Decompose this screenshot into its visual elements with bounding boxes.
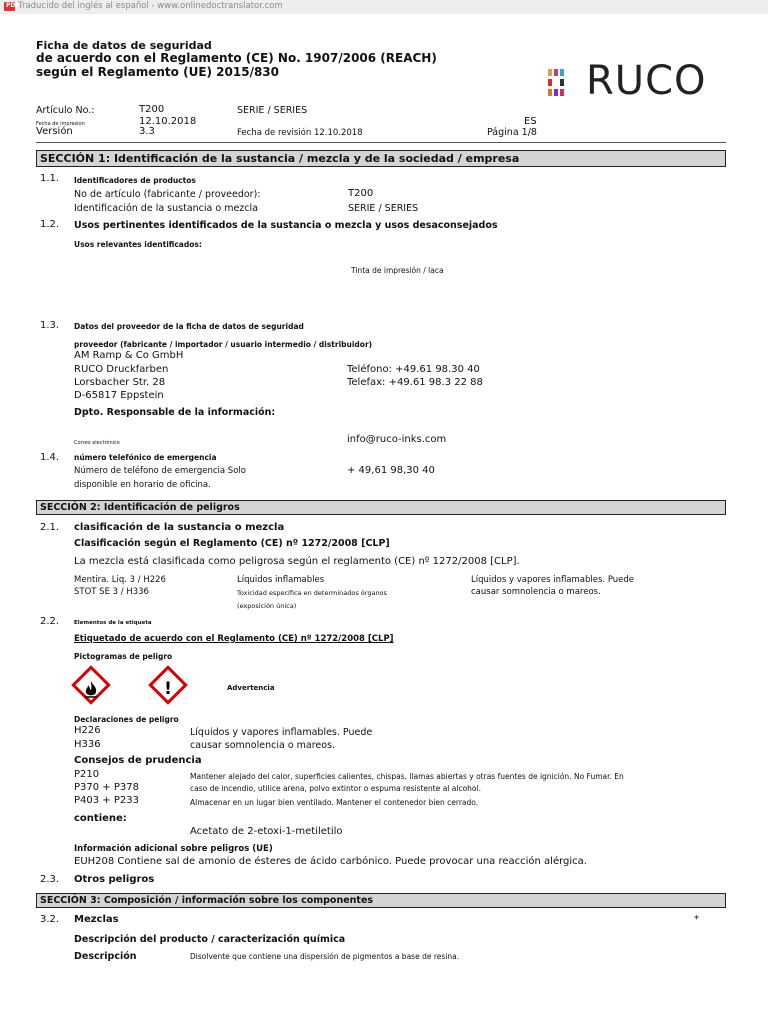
section-2-header: SECCIÓN 2: Identificación de peligros: [36, 500, 726, 515]
product-description-title: Descripción del producto / caracterización química: [74, 934, 346, 945]
doc-title-line3: según el Reglamento (UE) 2015/830: [36, 65, 280, 79]
clp-title: Clasificación según el Reglamento (CE) nº 1272/2008 [CLP]: [74, 538, 390, 549]
hazard-class: Líquidos inflamables: [237, 575, 325, 585]
clp-text: La mezcla está clasificada como peligrosa según el reglamento (CE) nº 1272/2008 [CLP].: [74, 556, 520, 567]
revision-marker: *: [694, 914, 699, 925]
subsection-title: Mezclas: [74, 914, 119, 925]
email-link[interactable]: info@ruco-inks.com: [347, 434, 447, 445]
brand-name: RUCO: [586, 58, 707, 104]
subsection-title: número telefónico de emergencia: [74, 453, 217, 462]
subsection-number: 2.3.: [40, 874, 60, 885]
flame-pictogram: [71, 665, 111, 705]
exclamation-pictogram: [148, 665, 188, 705]
identification-value: SERIE / SERIES: [348, 203, 419, 214]
precautionary-label: Consejos de prudencia: [74, 755, 202, 766]
label-title: Etiquetado de acuerdo con el Reglamento (CE) nº 1272/2008 [CLP]: [74, 634, 394, 644]
description-label: Descripción: [74, 951, 137, 962]
email-label: Correo electrónico: [74, 440, 120, 446]
phone-number: Teléfono: +49.61 98.30 40: [347, 364, 480, 375]
hazard-text: Líquidos y vapores inflamables. Puede: [190, 727, 373, 738]
series-header: SERIE / SERIES: [237, 105, 308, 116]
subsection-number: 1.4.: [40, 452, 60, 463]
subsection-number: 1.2.: [40, 219, 60, 230]
contains-value: Acetato de 2-etoxi-1-metiletilo: [190, 826, 343, 837]
subsection-title: clasificación de la sustancia o mezcla: [74, 522, 285, 533]
article-value: T200: [139, 104, 165, 115]
hazard-text: causar somnolencia o mareos.: [190, 740, 336, 751]
ruco-logo: [548, 58, 728, 104]
precaution-text: Almacenar en un lugar bien ventilado. Mantener el contenedor bien cerrado.: [190, 798, 479, 807]
hazard-code: H226: [74, 725, 101, 736]
subsection-number: 3.2.: [40, 914, 60, 925]
identification-label: Identificación de la sustancia o mezcla: [74, 203, 258, 214]
precaution-code: P210: [74, 769, 100, 780]
precaution-code: P403 + P233: [74, 795, 139, 806]
classification-code: Mentira. Liq. 3 / H226: [74, 575, 166, 585]
hazard-class: Toxicidad específica en determinados órganos: [237, 589, 387, 597]
subsection-title: Usos pertinentes identificados de la sustancia o mezcla y usos desaconsejados: [74, 220, 498, 231]
section-3-header: SECCIÓN 3: Composición / información sobre los componentes: [36, 893, 726, 908]
address-line: RUCO Druckfarben: [74, 364, 169, 375]
subsection-title: Otros peligros: [74, 874, 155, 885]
hazard-statements-label: Declaraciones de peligro: [74, 715, 179, 724]
emergency-text: Número de teléfono de emergencia Solo: [74, 466, 246, 476]
article-no-label: No de artículo (fabricante / proveedor):: [74, 189, 261, 200]
subsection-number: 1.3.: [40, 320, 60, 331]
subsection-title: Identificadores de productos: [74, 176, 196, 185]
precaution-code: P370 + P378: [74, 782, 139, 793]
version-label: Versión: [36, 126, 73, 137]
address-line: Lorsbacher Str. 28: [74, 377, 166, 388]
emergency-text: disponible en horario de oficina.: [74, 480, 211, 490]
header-divider: [36, 142, 726, 143]
fax-number: Telefax: +49.61 98.3 22 88: [347, 377, 483, 388]
address-line: D-65817 Eppstein: [74, 390, 164, 401]
translator-link[interactable]: Traducido del inglés al español - www.onlinedoctranslator.com: [18, 1, 283, 11]
subsection-number: 2.1.: [40, 522, 60, 533]
flame-icon: [77, 675, 105, 703]
supplier-label: proveedor (fabricante / importador / usuario intermedio / distribuidor): [74, 340, 373, 349]
contains-label: contiene:: [74, 813, 127, 824]
hazard-code: H336: [74, 739, 101, 750]
language-code: ES: [524, 116, 537, 127]
page-number: Página 1/8: [487, 127, 537, 138]
subsection-number: 1.1.: [40, 173, 60, 184]
doc-title-line1: Ficha de datos de seguridad: [36, 39, 212, 52]
classification-code: STOT SE 3 / H336: [74, 587, 149, 597]
subsection-number: 2.2.: [40, 616, 60, 627]
article-label: Artículo No.:: [36, 105, 95, 116]
signal-word: Advertencia: [227, 684, 275, 692]
print-date-value: 12.10.2018: [139, 116, 197, 127]
translator-logo-icon: PDF: [6, 2, 20, 9]
exclamation-icon: !: [164, 679, 172, 700]
responsible-label: Dpto. Responsable de la información:: [74, 407, 276, 418]
subsection-title: Elementos de la etiqueta: [74, 620, 152, 626]
additional-info-text: EUH208 Contiene sal de amonio de ésteres de ácido carbónico. Puede provocar una reacción alérgica.: [74, 856, 587, 867]
subsection-title: Datos del proveedor de la ficha de datos de seguridad: [74, 322, 304, 331]
version-value: 3.3: [139, 126, 155, 137]
translator-bar: [0, 0, 768, 14]
doc-title-line2: de acuerdo con el Reglamento (CE) No. 1907/2006 (REACH): [36, 51, 437, 65]
hazard-statement: causar somnolencia o mareos.: [471, 587, 601, 597]
description-value: Disolvente que contiene una dispersión de pigmentos a base de resina.: [190, 952, 460, 961]
uses-value: Tinta de impresión / laca: [351, 266, 444, 275]
article-no-value: T200: [348, 188, 374, 199]
pictogram-label: Pictogramas de peligro: [74, 652, 173, 661]
revision-date: Fecha de revisión 12.10.2018: [237, 128, 363, 138]
emergency-number: + 49,61 98,30 40: [347, 465, 435, 476]
section-1-header: SECCIÓN 1: Identificación de la sustancia / mezcla y de la sociedad / empresa: [36, 150, 726, 167]
precaution-text: caso de incendio, utilice arena, polvo extintor o espuma resistente al alcohol.: [190, 784, 481, 793]
uses-label: Usos relevantes identificados:: [74, 240, 202, 249]
additional-info-label: Información adicional sobre peligros (UE): [74, 844, 273, 854]
hazard-statement: Líquidos y vapores inflamables. Puede: [471, 575, 635, 585]
address-line: AM Ramp & Co GmbH: [74, 350, 184, 361]
precaution-text: Mantener alejado del calor, superficies calientes, chispas, llamas abiertas y otras fuentes de ignición. No Fumar. En: [190, 772, 624, 781]
hazard-class: (exposición única): [237, 602, 297, 610]
print-date-label: Fecha de impresion: [36, 121, 85, 127]
